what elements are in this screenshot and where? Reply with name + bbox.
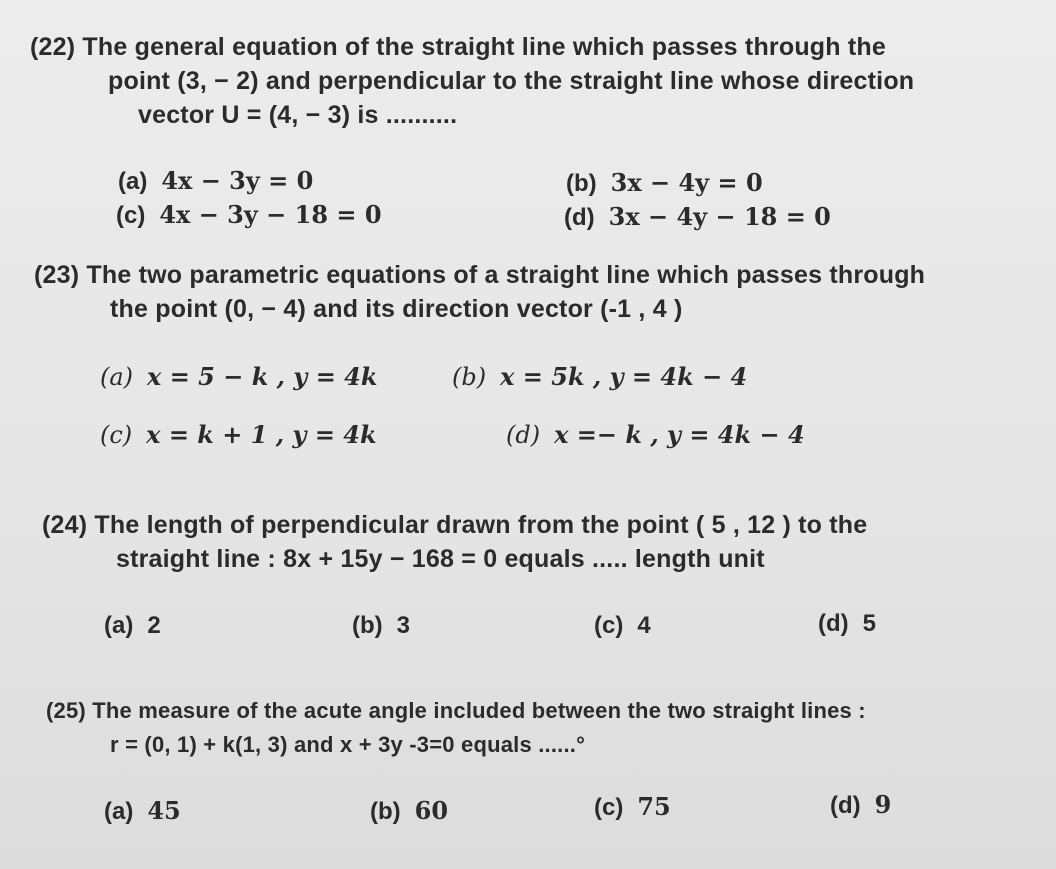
option-23-d[interactable]: (d) x =− k , y = 4k − 4 xyxy=(506,420,805,449)
question-line: straight line : 8x + 15y − 168 = 0 equals ..... length unit xyxy=(116,545,765,573)
option-23-b[interactable]: (b) x = 5k , y = 4k − 4 xyxy=(452,362,748,391)
option-22-c[interactable]: (c) 4x − 3y − 18 = 0 xyxy=(116,200,382,229)
question-line: The two parametric equations of a straight line which passes through xyxy=(86,261,926,289)
question-25 xyxy=(46,694,866,762)
option-22-d[interactable]: (d) 3x − 4y − 18 = 0 xyxy=(564,202,831,231)
question-number: (22) xyxy=(30,33,76,61)
question-line: the point (0, − 4) and its direction vector (-1 , 4 ) xyxy=(110,295,683,323)
option-22-b[interactable]: (b) 3x − 4y = 0 xyxy=(566,168,763,197)
question-line: The general equation of the straight line which passes through the xyxy=(82,33,886,61)
option-23-a[interactable]: (a) x = 5 − k , y = 4k xyxy=(100,362,378,391)
question-line: The length of perpendicular drawn from the point ( 5 , 12 ) to the xyxy=(94,511,868,539)
question-line: r = (0, 1) + k(1, 3) and x + 3y -3=0 equals ......° xyxy=(110,732,586,757)
option-24-d[interactable]: (d) 5 xyxy=(818,610,877,637)
option-24-b[interactable]: (b) 3 xyxy=(352,612,411,639)
option-23-c[interactable]: (c) x = k + 1 , y = 4k xyxy=(100,420,377,449)
question-line: point (3, − 2) and perpendicular to the straight line whose direction xyxy=(108,67,915,95)
question-number: (23) xyxy=(34,261,80,289)
option-25-a[interactable]: (a) 45 xyxy=(104,796,181,825)
question-line: The measure of the acute angle included between the two straight lines : xyxy=(92,698,866,723)
option-25-b[interactable]: (b) 60 xyxy=(370,796,449,825)
option-22-a[interactable]: (a) 4x − 3y = 0 xyxy=(118,166,314,195)
question-number: (25) xyxy=(46,698,86,723)
question-22 xyxy=(30,30,914,132)
option-25-d[interactable]: (d) 9 xyxy=(830,790,892,819)
question-24 xyxy=(42,508,867,576)
question-number: (24) xyxy=(42,511,88,539)
question-23 xyxy=(34,258,925,326)
question-line: vector U = (4, − 3) is .......... xyxy=(138,101,458,129)
option-24-a[interactable]: (a) 2 xyxy=(104,612,161,639)
option-25-c[interactable]: (c) 75 xyxy=(594,792,671,821)
option-24-c[interactable]: (c) 4 xyxy=(594,612,651,639)
